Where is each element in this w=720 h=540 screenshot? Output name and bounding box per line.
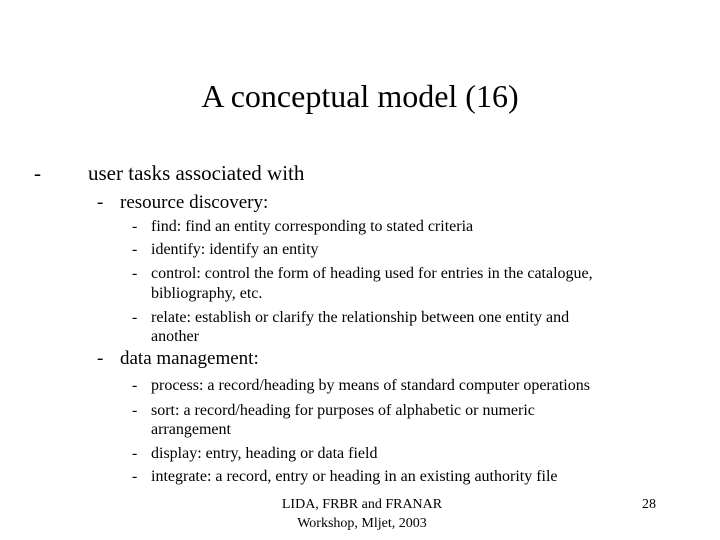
item-text-continued: another [151,328,199,345]
bullet-text: user tasks associated with [88,161,305,185]
item-text-continued: bibliography, etc. [151,285,263,302]
bullet-dash: - [132,468,138,485]
bullet-dash: - [132,402,138,419]
item-text: sort: a record/heading for purposes of alphabetic or numeric [151,402,535,419]
item-text: relate: establish or clarify the relationship between one entity and [151,309,570,326]
item-text: process: a record/heading by means of standard computer operations [151,377,590,394]
slide-title: A conceptual model (16) [201,78,519,114]
item-text: control: control the form of heading used for entries in the catalogue, [151,265,593,282]
bullet-dash: - [132,445,138,462]
item-text: integrate: a record, entry or heading in an existing authority file [151,468,558,485]
bullet-dash: - [97,348,104,369]
bullet-dash: - [34,161,41,185]
footer-line-2: Workshop, Mljet, 2003 [297,516,427,531]
footer-line-1: LIDA, FRBR and FRANAR [281,497,443,512]
item-text: identify: identify an entity [151,241,319,258]
item-text-continued: arrangement [151,421,231,438]
bullet-dash: - [132,309,138,326]
section-heading: resource discovery: [120,192,269,213]
section-heading: data management: [120,348,259,369]
page-number: 28 [642,497,656,512]
bullet-dash: - [132,265,138,282]
bullet-dash: - [132,377,138,394]
bullet-dash: - [97,192,104,213]
item-text: display: entry, heading or data field [151,445,378,462]
bullet-dash: - [132,218,138,235]
slide-footer [262,495,462,533]
item-text: find: find an entity corresponding to stated criteria [151,218,474,235]
bullet-dash: - [132,241,138,258]
